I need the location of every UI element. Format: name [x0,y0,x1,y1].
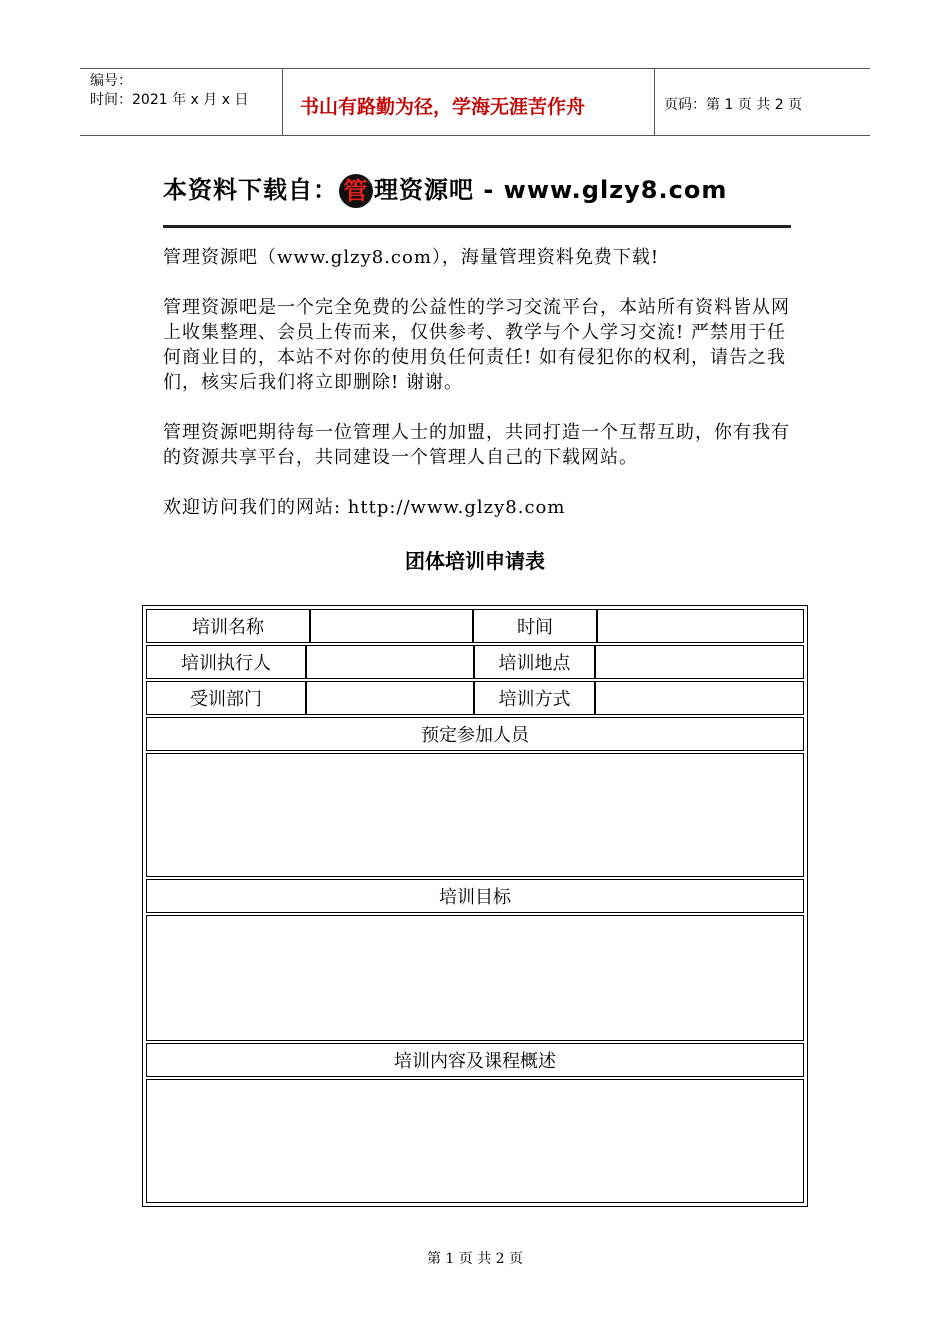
header-top-rule [80,68,870,69]
field-training-executor[interactable] [306,645,474,679]
header-motto: 书山有路勤为径，学海无涯苦作舟 [300,96,586,118]
label-training-location: 培训地点 [474,645,595,679]
time-label: 时间：2021 年 x 月 x 日 [90,92,249,108]
field-training-location[interactable] [595,645,804,679]
field-training-name[interactable] [310,609,473,643]
intro-paragraph-1: 管理资源吧（www.glzy8.com），海量管理资料免费下载! [163,247,660,268]
header-divider [654,68,655,136]
label-trainee-department: 受训部门 [146,681,306,715]
intro-paragraph-4: 欢迎访问我们的网站: http://www.glzy8.com [163,497,566,518]
field-time[interactable] [597,609,804,643]
header-page-label: 页码：第 1 页 共 2 页 [664,97,803,113]
label-training-method: 培训方式 [474,681,595,715]
training-application-form [142,605,808,1207]
header-divider [282,68,283,136]
label-time: 时间 [473,609,597,643]
header-bottom-rule [80,135,870,136]
section-body-participants[interactable] [146,753,804,877]
header-meta [90,72,248,110]
download-banner [163,170,727,208]
banner-url[interactable]: www.glzy8.com [503,176,728,204]
intro-paragraph-3: 管理资源吧期待每一位管理人士的加盟，共同打造一个互帮互助，你有我有的资源共享平台，共同建设一个管理人自己的下载网站。 [163,422,790,468]
number-label: 编号： [90,73,132,89]
field-training-method[interactable] [595,681,804,715]
section-header-participants: 预定参加人员 [146,717,804,751]
section-body-course-overview[interactable] [146,1079,804,1203]
form-title: 团体培训申请表 [405,549,545,573]
banner-site-name: 理资源吧 [374,176,474,204]
field-trainee-department[interactable] [306,681,474,715]
section-header-course-overview: 培训内容及课程概述 [146,1043,804,1077]
footer-page-number: 第 1 页 共 2 页 [426,1251,524,1267]
banner-dash: - [474,176,504,204]
logo-circle-icon: 管 [339,174,373,208]
banner-prefix: 本资料下载自： [163,176,338,204]
intro-paragraph-2: 管理资源吧是一个完全免费的公益性的学习交流平台，本站所有资料皆从网上收集整理、会员上传而来，仅供参考、教学与个人学习交流! 严禁用于任何商业目的，本站不对你的使用负任何责任! 如有侵犯你的权利，请告之我们，核实后我们将立即删除! 谢谢。 [163,297,790,393]
label-training-name: 培训名称 [146,609,310,643]
banner-rule [163,225,791,228]
label-training-executor: 培训执行人 [146,645,306,679]
section-body-training-goals[interactable] [146,915,804,1041]
section-header-training-goals: 培训目标 [146,879,804,913]
